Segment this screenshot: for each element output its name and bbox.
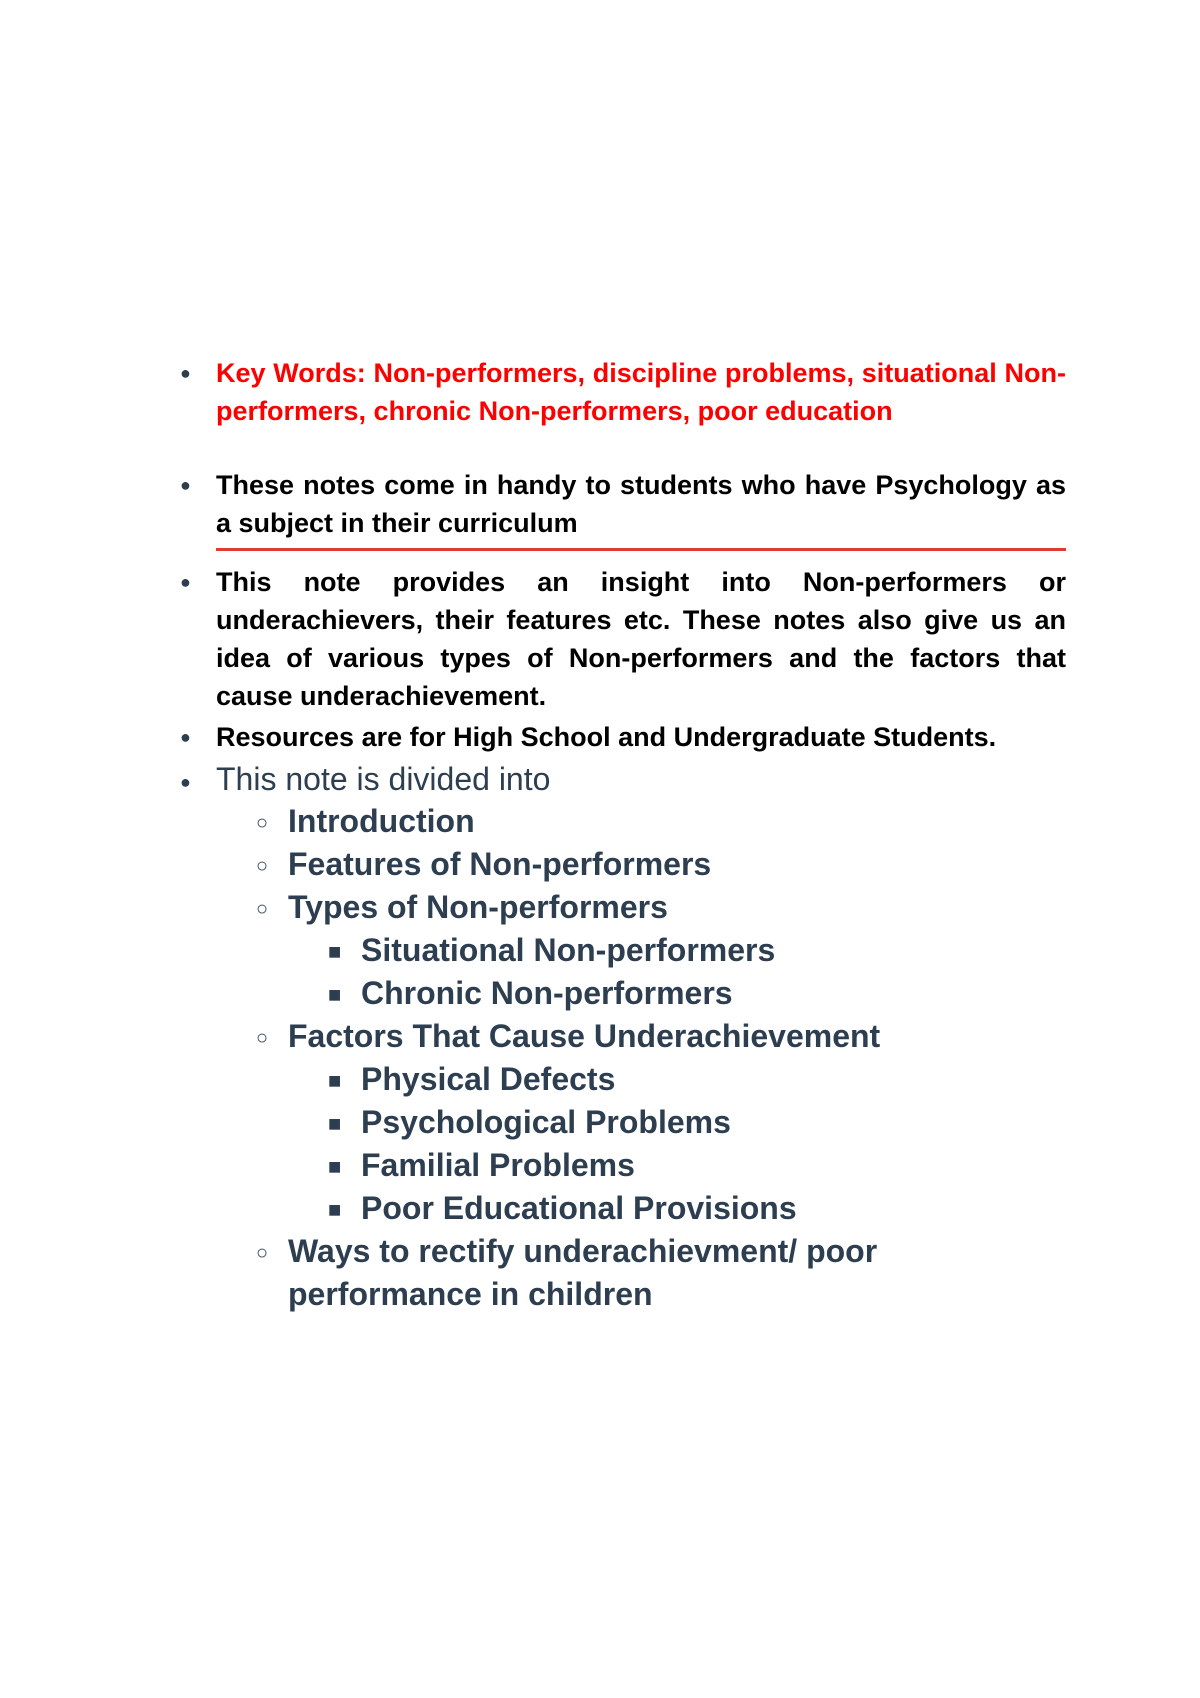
resources-bullet [176, 718, 1066, 756]
outline-subitem-label: Physical Defects [361, 1061, 616, 1097]
outline-item-factors [176, 1015, 1066, 1058]
outline-heading-text: This note is divided into [216, 761, 551, 797]
outline-item-label: Factors That Cause Underachievement [288, 1018, 881, 1054]
outline-heading-bullet [176, 758, 1066, 800]
red-divider-rule [216, 548, 1066, 551]
hollow-circle-marker: ○ [256, 898, 269, 920]
outline-item-types [176, 886, 1066, 929]
bullet-marker: ● [180, 363, 191, 383]
square-marker: ■ [328, 982, 342, 1007]
outline-subitem-situational [176, 929, 1066, 972]
hollow-circle-marker: ○ [256, 855, 269, 877]
hollow-circle-marker: ○ [256, 1027, 269, 1049]
handy-text: These notes come in handy to students who have Psychology as a subject in their curriculum [216, 470, 1066, 538]
square-marker: ■ [328, 1154, 342, 1179]
outline-subitem-chronic [176, 972, 1066, 1015]
outline-subitem-label: Poor Educational Provisions [361, 1190, 797, 1226]
bullet-marker: ● [180, 475, 191, 495]
resources-text: Resources are for High School and Undergraduate Students. [216, 722, 997, 752]
insight-bullet [176, 563, 1066, 715]
keywords-bullet [176, 354, 1066, 430]
bullet-marker: ● [180, 727, 191, 747]
keywords-text: Key Words: Non-performers, discipline problems, situational Non-performers, chronic Non-performers, poor education [216, 358, 1066, 426]
square-marker: ■ [328, 939, 342, 964]
hollow-circle-marker: ○ [256, 812, 269, 834]
hollow-circle-marker: ○ [256, 1242, 269, 1264]
outline-subitem-physical [176, 1058, 1066, 1101]
outline-subitem-label: Chronic Non-performers [361, 975, 733, 1011]
bullet-marker: ● [180, 572, 191, 592]
handy-bullet [176, 466, 1066, 542]
bullet-marker: ● [180, 772, 191, 792]
outline-item-features [176, 843, 1066, 886]
outline-item-label: Types of Non-performers [288, 889, 668, 925]
square-marker: ■ [328, 1111, 342, 1136]
outline-subitem-label: Situational Non-performers [361, 932, 776, 968]
insight-text: This note provides an insight into Non-performers or underachievers, their features etc. These notes also give us an idea of various types of Non-performers and the factors that cause underachievement. [216, 567, 1066, 711]
outline-item-ways [176, 1230, 908, 1316]
outline-item-label: Features of Non-performers [288, 846, 712, 882]
outline-item-label: Introduction [288, 803, 475, 839]
notes-content [176, 354, 1066, 1316]
outline-subitem-label: Psychological Problems [361, 1104, 731, 1140]
outline-subitem-familial [176, 1144, 1066, 1187]
square-marker: ■ [328, 1197, 342, 1222]
outline-item-introduction [176, 800, 1066, 843]
outline-subitem-educational [176, 1187, 1066, 1230]
square-marker: ■ [328, 1068, 342, 1093]
outline-subitem-psychological [176, 1101, 1066, 1144]
outline-subitem-label: Familial Problems [361, 1147, 635, 1183]
outline-item-label: Ways to rectify underachievment/ poor performance in children [288, 1233, 878, 1312]
